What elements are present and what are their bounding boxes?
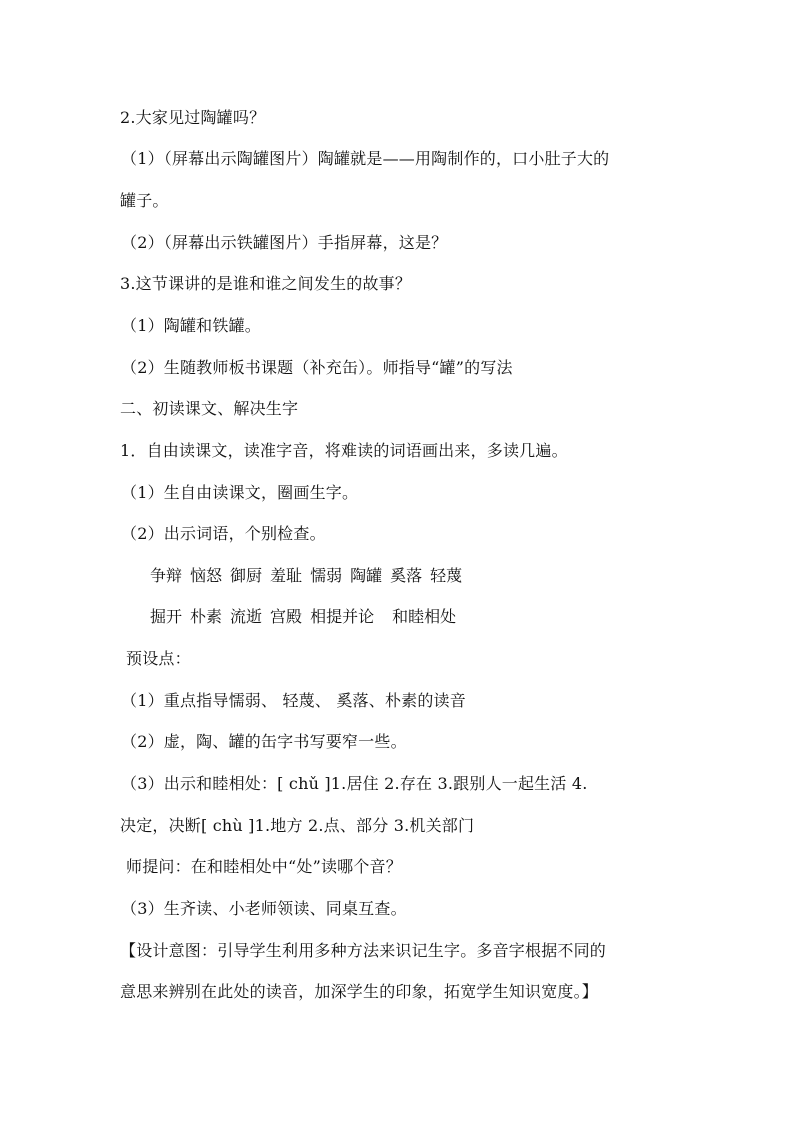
text-line-7: （2）生随教师板书课题（补充缶）。师指导“罐”的写法 [121,358,513,377]
word: 懦弱 [310,566,343,585]
word-list-row-2 [150,606,464,628]
text-line-15: （1）重点指导懦弱、 轻蔑、 奚落、朴素的读音 [121,691,466,710]
text-line-14: 预设点： [126,649,191,668]
text-line-10: （1）生自由读课文，圈画生字。 [121,483,359,502]
text-line-18: 决定，决断[ chù ]1.地方 2.点、部分 3.机关部门 [120,816,475,835]
word: 奚落 [390,566,423,585]
text-line-4: （2）（屏幕出示铁罐图片）手指屏幕，这是？ [121,233,448,252]
word: 争辩 [150,566,183,585]
text-line-11: （2）出示词语，个别检查。 [121,524,326,543]
word: 宫殿 [270,607,303,626]
design-note-line-1: 【设计意图：引导学生利用多种方法来识记生字。多音字根据不同的 [120,941,607,960]
section-heading: 二、初读课文、解决生字 [120,399,299,418]
design-note-line-2: 意思来辨别在此处的读音，加深学生的印象，拓宽学生知识宽度。】 [120,982,599,1001]
word: 相提并论 [310,607,375,626]
text-line-1: 2.大家见过陶罐吗？ [120,108,266,127]
word: 掘开 [150,607,183,626]
text-line-9: 1．自由读课文，读准字音，将难读的词语画出来，多读几遍。 [120,441,568,460]
word: 恼怒 [190,566,223,585]
word: 御厨 [230,566,263,585]
text-line-19: 师提问：在和睦相处中“处”读哪个音？ [126,857,402,876]
text-line-16: （2）虚，陶、罐的缶字书写要窄一些。 [121,732,407,751]
word: 轻蔑 [430,566,463,585]
word: 朴素 [190,607,223,626]
text-line-6: （1）陶罐和铁罐。 [121,316,261,335]
text-line-5: 3.这节课讲的是谁和谁之间发生的故事？ [120,274,412,293]
word: 流逝 [230,607,263,626]
text-line-20: （3）生齐读、小老师领读、同桌互查。 [121,899,407,918]
word: 和睦相处 [392,607,457,626]
word-list-row-1 [150,565,470,587]
word: 羞耻 [270,566,303,585]
text-line-3: 罐子。 [120,191,169,210]
word: 陶罐 [350,566,383,585]
text-line-17: （3）出示和睦相处：[ chǔ ]1.居住 2.存在 3.跟别人一起生活 4. [121,774,588,793]
text-line-2: （1）（屏幕出示陶罐图片）陶罐就是——用陶制作的，口小肚子大的 [121,149,610,168]
